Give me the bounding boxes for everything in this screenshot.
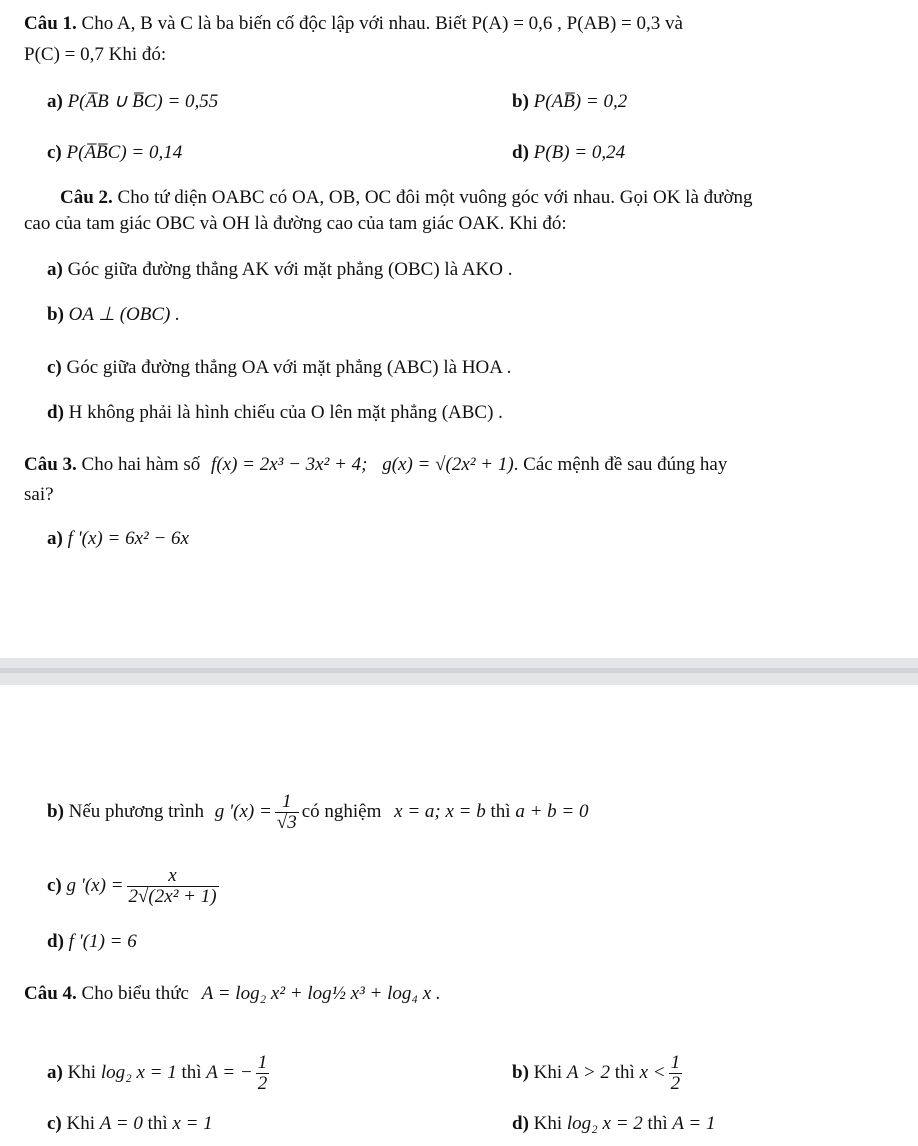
q3-option-a [47, 527, 189, 551]
q2-c-text: Góc giữa đường thẳng OA với mặt phẳng (ABC) là HOA . [66, 357, 512, 378]
q3-b-concl: a + b = 0 [515, 800, 589, 822]
q4-a-fraction [256, 1053, 270, 1094]
q2-stem: Cho tứ diện OABC có OA, OB, OC đôi một vuông góc với nhau. Gọi OK là đường [117, 187, 753, 208]
q4-option-a [47, 1053, 272, 1094]
q4-b-den: 2 [670, 1073, 681, 1094]
q4-b-label: b) [512, 1061, 529, 1083]
q3-a-label: a) [47, 528, 63, 549]
q3-option-b [47, 792, 588, 833]
q3-c-lhs: g '(x) = [66, 874, 124, 896]
page-break [0, 658, 918, 685]
q2-d-text: H không phải là hình chiếu của O lên mặt phẳng (ABC) . [68, 402, 503, 423]
q1-option-a [47, 90, 218, 114]
q4-d-text2: thì [647, 1113, 668, 1134]
q3-option-c [47, 866, 222, 907]
q4-option-b [512, 1053, 685, 1094]
q2-option-c [47, 356, 511, 380]
q2-d-label: d) [47, 402, 64, 423]
page-break-line [0, 668, 918, 673]
q3-g-def: g(x) = √(2x² + 1) [382, 454, 514, 475]
q2-option-b [47, 303, 180, 327]
q4-c-text1: Khi [66, 1113, 96, 1134]
q3-c-den: 2√(2x² + 1) [128, 886, 217, 907]
q3-c-fraction [127, 866, 219, 907]
q1-c-expr: P(A̅B̅C) = 0,14 [66, 142, 183, 163]
q1-stem: Cho A, B và C là ba biến cố độc lập với nhau. Biết P(A) = 0,6 , P(AB) = 0,3 và [81, 13, 683, 34]
q4-line1 [24, 982, 441, 1006]
q4-c-label: c) [47, 1113, 62, 1134]
q3-label: Câu 3. [24, 454, 77, 475]
q3-b-lhs: g '(x) = [214, 800, 272, 822]
q3-option-d [47, 930, 137, 954]
q3-intro: Cho hai hàm số [81, 454, 201, 475]
q1-option-b [512, 90, 627, 114]
q1-b-label: b) [512, 91, 529, 112]
q2-option-a [47, 258, 513, 282]
q1-line2: P(C) = 0,7 Khi đó: [24, 44, 167, 65]
q4-b-fraction [669, 1053, 683, 1094]
q1-a-expr: P(A̅B ∪ B̅C) = 0,55 [67, 91, 219, 112]
q3-b-num: 1 [275, 792, 299, 813]
q4-a-label: a) [47, 1061, 63, 1083]
q4-expr: A = log₂ x² + log½ x³ + log₄ x . [201, 983, 441, 1004]
q1-label: Câu 1. [24, 13, 77, 34]
q4-option-c [47, 1112, 213, 1136]
q3-b-roots: x = a; x = b [394, 800, 486, 822]
q4-a-den: 2 [257, 1073, 268, 1094]
q4-a-text1: Khi [67, 1061, 97, 1083]
q4-d-cond: log₂ x = 2 [566, 1113, 643, 1134]
q3-tail: . Các mệnh đề sau đúng hay [513, 454, 728, 475]
q3-b-text3: thì [490, 800, 511, 822]
q4-a-num: 1 [257, 1052, 268, 1073]
q4-d-text1: Khi [533, 1113, 563, 1134]
q3-c-num: x [127, 866, 219, 887]
q4-a-cond: log₂ x = 1 [100, 1061, 177, 1083]
q4-a-lhs: A = − [206, 1061, 253, 1083]
q3-line1 [24, 453, 727, 477]
q3-a-expr: f '(x) = 6x² − 6x [67, 528, 189, 549]
q1-c-label: c) [47, 142, 62, 163]
q2-b-text: OA ⊥ (OBC) . [68, 304, 180, 325]
q1-d-label: d) [512, 142, 529, 163]
q3-f-def: f(x) = 2x³ − 3x² + 4; [211, 454, 368, 475]
q3-c-label: c) [47, 874, 62, 896]
q1-d-expr: P(B) = 0,24 [533, 142, 626, 163]
q2-b-label: b) [47, 304, 64, 325]
q3-b-label: b) [47, 800, 64, 822]
q4-c-concl: x = 1 [172, 1113, 213, 1134]
q1-a-label: a) [47, 91, 63, 112]
q2-c-label: c) [47, 357, 62, 378]
q4-b-cond: A > 2 [566, 1061, 610, 1083]
q4-d-concl: A = 1 [672, 1113, 716, 1134]
q2-line1 [60, 186, 753, 210]
q1-line1 [24, 12, 683, 36]
q2-a-label: a) [47, 259, 63, 280]
q2-a-text: Góc giữa đường thẳng AK với mặt phẳng (OBC) là AKO . [67, 259, 513, 280]
q4-a-text2: thì [181, 1061, 202, 1083]
q4-b-text1: Khi [533, 1061, 563, 1083]
q4-c-text2: thì [147, 1113, 168, 1134]
q3-d-expr: f '(1) = 6 [68, 931, 137, 952]
q2-label: Câu 2. [60, 187, 113, 208]
q3-b-fraction [275, 792, 299, 833]
q1-option-c [47, 141, 182, 165]
q3-line2: sai? [24, 484, 54, 505]
q4-b-lhs: x < [639, 1061, 666, 1083]
q3-b-text2: có nghiệm [301, 800, 382, 822]
q3-d-label: d) [47, 931, 64, 952]
q2-line2: cao của tam giác OBC và OH là đường cao của tam giác OAK. Khi đó: [24, 213, 567, 234]
q2-option-d [47, 401, 503, 425]
q4-d-label: d) [512, 1113, 529, 1134]
q4-option-d [512, 1112, 715, 1136]
q1-option-d [512, 141, 625, 165]
q4-label: Câu 4. [24, 983, 77, 1004]
q4-c-cond: A = 0 [99, 1113, 143, 1134]
q4-b-num: 1 [670, 1052, 681, 1073]
q4-b-text2: thì [614, 1061, 635, 1083]
q1-b-expr: P(AB̅) = 0,2 [533, 91, 628, 112]
q3-b-den: √3 [276, 812, 297, 833]
q4-intro: Cho biểu thức [81, 983, 189, 1004]
q3-b-text1: Nếu phương trình [68, 800, 205, 822]
